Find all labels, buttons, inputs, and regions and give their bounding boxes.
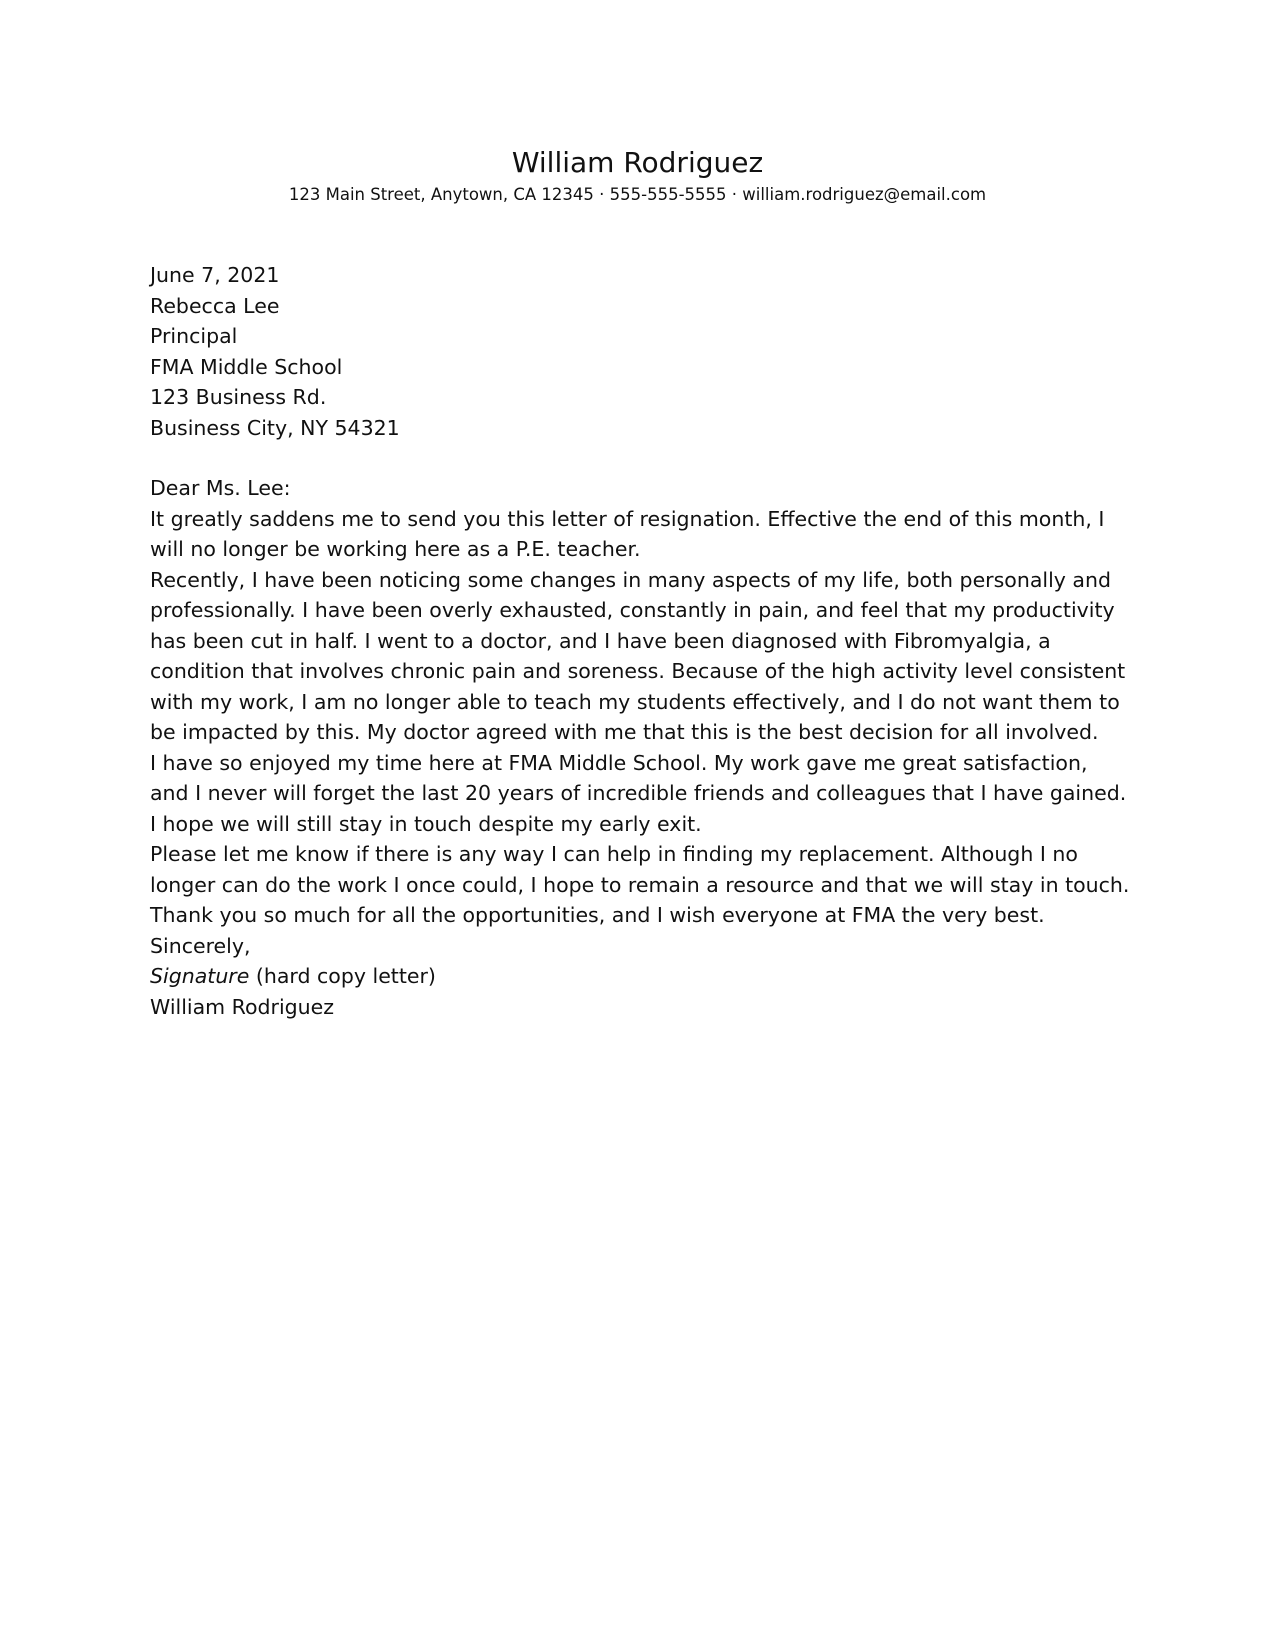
- closing: Sincerely,: [150, 933, 251, 958]
- recipient-organization: FMA Middle School: [150, 354, 343, 379]
- recipient-city: Business City, NY 54321: [150, 415, 400, 440]
- recipient-title: Principal: [150, 324, 238, 348]
- signature-line: [150, 961, 1130, 992]
- body-paragraph-4: Please let me know if there is any way I can help in finding my replacement. Although I no longer can do the work I once could, I hope to remain a resource and that we will stay in touch. Thank you so much for all the opportunities, and I wish everyone at FMA the very best.: [150, 842, 1130, 927]
- letterhead: [0, 145, 1275, 207]
- recipient-address-block: [150, 291, 1130, 444]
- salutation: Dear Ms. Lee:: [150, 476, 291, 500]
- letter-body: [150, 260, 1130, 1022]
- recipient-street: 123 Business Rd.: [150, 385, 327, 409]
- body-paragraph-3: I have so enjoyed my time here at FMA Middle School. My work gave me great satisfaction, and I never will forget the last 20 years of incredible friends and colleagues that I have gained. I hope we will still stay in touch despite my early exit.: [150, 750, 1127, 836]
- recipient-name: Rebecca Lee: [150, 293, 280, 318]
- letter-date: June 7, 2021: [150, 263, 280, 287]
- sender-name: William Rodriguez: [511, 146, 764, 179]
- sender-contact: 123 Main Street, Anytown, CA 12345 · 555-555-5555 · william.rodriguez@email.com: [288, 185, 987, 204]
- body-paragraph-1: It greatly saddens me to send you this letter of resignation. Effective the end of this month, I will no longer be working here as a P.E. teacher.: [150, 506, 1105, 561]
- body-paragraph-2: Recently, I have been noticing some changes in many aspects of my life, both personally and professionally. I have been overly exhausted, constantly in pain, and feel that my productivity has been cut in half. I went to a doctor, and I have been diagnosed with Fibromyalgia, a condition that involves chronic pain and soreness. Because of the high activity level consistent with my work, I am no longer able to teach my students effectively, and I do not want them to be impacted by this. My doctor agreed with me that this is the best decision for all involved.: [150, 567, 1126, 744]
- signoff-name: William Rodriguez: [150, 994, 335, 1019]
- signature-note: (hard copy letter): [249, 964, 436, 988]
- signature-placeholder: Signature: [150, 964, 250, 988]
